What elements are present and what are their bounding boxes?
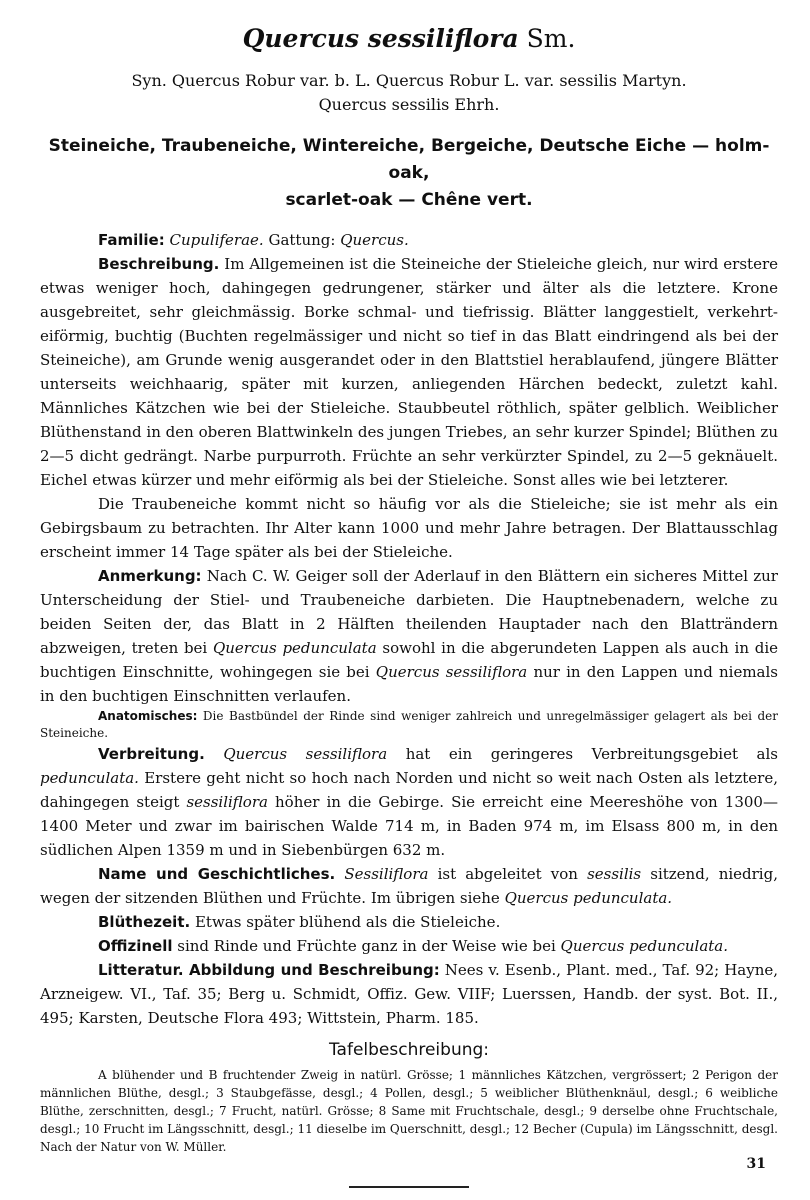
litteratur-text: Nees v. Esenb., Plant. med., Taf. 92; Hayne, Arzneigew. VI., Taf. 35; Berg u. Schmidt, Offiz. Gew. VIIF; Luerssen, Handb. der syst. Bot. II., 495; Karsten, Deutsche Flora 493; Wittstein, Pharm. 185. <box>40 961 778 1027</box>
bluethezeit-label: Blüthezeit. <box>98 913 191 931</box>
page-number: 31 <box>746 1156 766 1172</box>
anmerkung-paragraph <box>40 564 778 708</box>
beschreibung-text-2: Die Traubeneiche kommt nicht so häufig vor als die Stieleiche; sie ist mehr als ein Gebirgsbaum zu betrachten. Ihr Alter kann 1000 und mehr Jahre betragen. Der Blattausschlag erscheint immer 14 Tage später als bei der Stieleiche. <box>40 495 778 561</box>
name-paragraph <box>40 862 778 910</box>
synonyms-line-1: Syn. Quercus Robur var. b. L. Quercus Robur L. var. sessilis Martyn. <box>131 71 687 90</box>
gattung-label: Gattung: <box>268 231 336 249</box>
anmerkung-species-2: Quercus sessiliflora <box>375 663 528 681</box>
offizinell-reference: Quercus pedunculata. <box>560 937 729 955</box>
common-names-line-2: scarlet-oak — Chêne vert. <box>285 190 533 210</box>
verbreitung-species-3: sessiliflora <box>186 793 268 811</box>
bluethezeit-paragraph <box>40 910 778 934</box>
anatomisches-label: Anatomisches: <box>98 709 198 723</box>
anmerkung-label: Anmerkung: <box>98 567 202 585</box>
familie-label: Familie: <box>98 231 165 249</box>
tafel-paragraph: A blühender und B fruchtender Zweig in natürl. Grösse; 1 männliches Kätzchen, vergrössert; 2 Perigon der männlichen Blüthe, desgl.; 3 Staubgefässe, desgl.; 4 Pollen, desgl.; 5 weiblicher Blüthenknäul, desgl.; 6 weibliche Blüthe, zerschnitten, desgl.; 7 Frucht, natürl. Grösse; 8 Same mit Fruchtschale, desgl.; 9 derselbe ohne Fruchtschale, desgl.; 10 Frucht im Längsschnitt, desgl.; 11 dieselbe im Querschnitt, desgl.; 12 Becher (Cupula) im Längsschnitt, desgl. Nach der Natur von W. Müller. <box>40 1068 778 1154</box>
species-name: Quercus sessiliflora <box>242 24 519 53</box>
litteratur-paragraph <box>40 958 778 1030</box>
divider-rule <box>349 1186 469 1188</box>
offizinell-label: Offizinell <box>98 937 173 955</box>
beschreibung-text: Im Allgemeinen ist die Steineiche der Stieleiche gleich, nur wird erstere etwas weniger hoch, dahingegen gedrungener, stärker und älter als die letztere. Krone ausgebreitet, sehr gleichmässig. Borke schmal- und tiefrissig. Blätter langgestielt, verkehrt-eiförmig, buchtig (Buchten regelmässiger und nicht so tief in das Blatt eindringend als bei der Steineiche), am Grunde wenig ausgerandet oder in den Blattstiel herablaufend, jüngere Blätter unterseits weichhaarig, später mit kurzen, anliegenden Härchen bedeckt, zuletzt kahl. Männliches Kätzchen wie bei der Stieleiche. Staubbeutel röthlich, später gelblich. Weiblicher Blüthenstand in den oberen Blattwinkeln des jungen Triebes, an sehr kurzer Spindel; Blüthen zu 2—5 dicht gedrängt. Narbe purpurroth. Früchte an sehr verkürzter Spindel, zu 2—5 geknäuelt. Eichel etwas kürzer und mehr eiförmig als bei der Stieleiche. Sonst alles wie bei letzterer. <box>40 255 778 489</box>
common-names <box>40 133 778 214</box>
anmerkung-text-3: nur in den Lappen und niemals in den buchtigen Einschnitten verlaufen. <box>40 663 778 705</box>
anatomisches-text: Die Bastbündel der Rinde sind weniger zahlreich und unregelmässiger gelagert als bei der Steineiche. <box>40 709 778 740</box>
anmerkung-species-1: Quercus pedunculata <box>212 639 377 657</box>
beschreibung-paragraph <box>40 252 778 492</box>
verbreitung-paragraph <box>40 742 778 862</box>
synonyms-line-2: Quercus sessilis Ehrh. <box>318 95 500 114</box>
anmerkung-text-2: sowohl in die abgerundeten Lappen als auch in die buchtigen Einschnitte, wohingegen sie bei <box>40 639 778 681</box>
bluethezeit-text: Etwas später blühend als die Stieleiche. <box>194 913 501 931</box>
page-title <box>40 24 778 53</box>
verbreitung-species-2: pedunculata. <box>40 769 139 787</box>
verbreitung-text-1: hat ein geringeres Verbreitungsgebiet als <box>405 745 778 763</box>
offizinell-paragraph <box>40 934 778 958</box>
common-names-line-1: Steineiche, Traubeneiche, Wintereiche, Bergeiche, Deutsche Eiche — holm-oak, <box>48 136 770 183</box>
beschreibung-paragraph-2 <box>40 492 778 564</box>
tafel-heading: Tafelbeschreibung: <box>328 1040 490 1060</box>
family-name: Cupuliferae. <box>169 231 264 249</box>
beschreibung-label: Beschreibung. <box>98 255 220 273</box>
name-reference: Quercus pedunculata. <box>504 889 673 907</box>
name-word-2: sessilis <box>587 865 642 883</box>
name-label: Name und Geschichtliches. <box>98 865 336 883</box>
verbreitung-text-2: Erstere geht nicht so hoch nach Norden und nicht so weit nach Osten als letztere, dahingegen steigt <box>40 769 778 811</box>
litteratur-label: Litteratur. Abbildung und Beschreibung: <box>98 961 440 979</box>
verbreitung-label: Verbreitung. <box>98 745 205 763</box>
verbreitung-text-3: höher in die Gebirge. Sie erreicht eine Meereshöhe von 1300—1400 Meter und zwar im bairischen Walde 714 m, in Baden 974 m, im Elsass 800 m, in den südlichen Alpen 1359 m und in Siebenbürgen 632 m. <box>40 793 778 859</box>
synonyms <box>40 69 778 117</box>
name-text-2: sitzend, niedrig, wegen der sitzenden Blüthen und Früchte. Im übrigen siehe <box>40 865 778 907</box>
verbreitung-species: Quercus sessiliflora <box>223 745 388 763</box>
name-text-1: ist abgeleitet von <box>437 865 578 883</box>
species-author: Sm. <box>526 24 576 53</box>
gattung-name: Quercus. <box>340 231 409 249</box>
offizinell-text: sind Rinde und Früchte ganz in der Weise wie bei <box>177 937 556 955</box>
anmerkung-text-1: Nach C. W. Geiger soll der Aderlauf in den Blättern ein sicheres Mittel zur Unterscheidung der Stiel- und Traubeneiche darbieten. Die Hauptnebenadern, welche zu beiden Seiten der, das Blatt in 2 Hälften theilenden Hauptader nach den Blatträndern abzweigen, treten bei <box>40 567 778 657</box>
anatomisches-paragraph <box>40 708 778 742</box>
name-word-1: Sessiliflora <box>344 865 429 883</box>
familie-paragraph <box>40 228 778 252</box>
